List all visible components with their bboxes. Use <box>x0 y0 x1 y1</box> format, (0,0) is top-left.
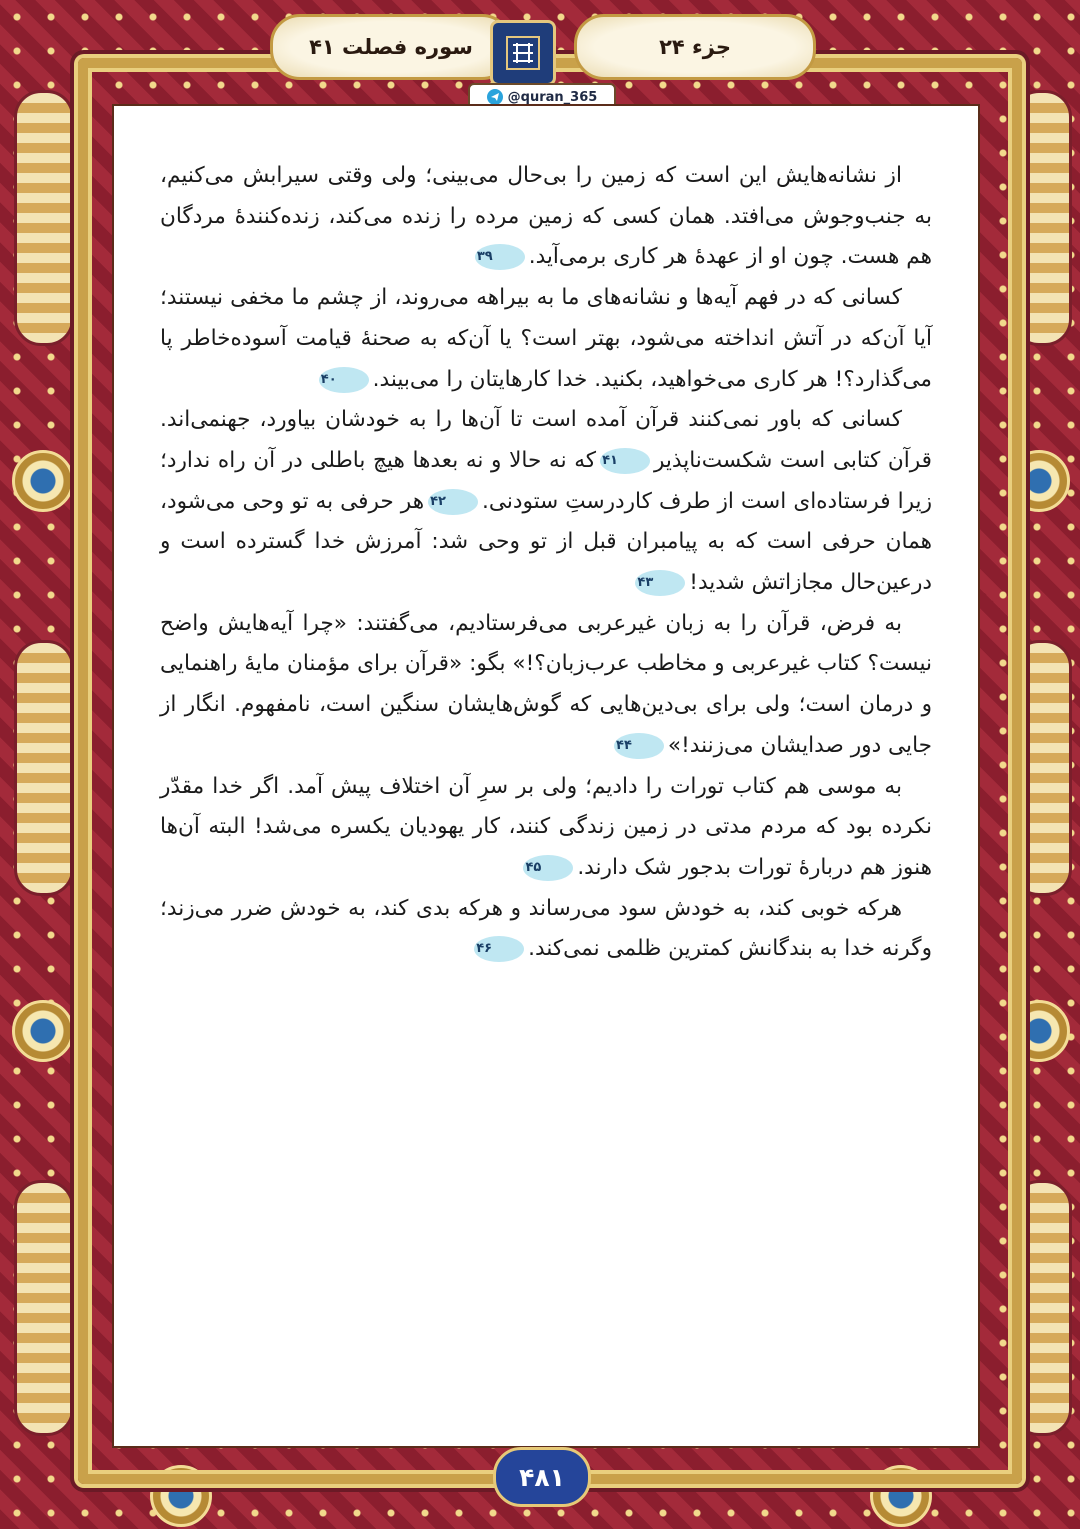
ornament-medallion <box>12 1000 74 1062</box>
surah-title: سوره فصلت ۴۱ <box>270 14 512 80</box>
verse-text: کسانی که در فهم آیه‌ها و نشانه‌های ما به بیراهه می‌روند، از چشم ما مخفی نیستند؛ آیا آن‌که در آتش انداخته می‌شود، بهتر است؟ یا آن‌که به صحنهٔ قیامت آسوده‌خاطر پا می‌گذارد؟! هر کاری می‌خواهید، بکنید. خدا کارهایتان را می‌بیند. <box>160 285 932 392</box>
verse-text: هرکه خوبی کند، به خودش سود می‌رساند و هرکه بدی کند، به خودش ضرر می‌زند؛ وگرنه خدا به بندگانش کمترین ظلمی نمی‌کند. <box>160 895 932 962</box>
verse-number-badge: ۴۵ <box>523 855 573 881</box>
quran-logo-glyph <box>503 33 543 73</box>
ornament-arch <box>14 90 74 346</box>
verse-number-badge: ۴۲ <box>428 489 478 515</box>
verse-text: هر حرفی به تو وحی می‌شود، همان حرفی است که به پیامبران قبل از تو وحی شد: آمرزش خدا گسترده است و درعین‌حال مجازاتش شدید! <box>160 488 932 596</box>
verse-number-badge: ۴۴ <box>614 733 664 759</box>
verse-paragraph <box>160 400 932 604</box>
verse-paragraph <box>160 278 932 400</box>
ornament-medallion <box>12 450 74 512</box>
ornament-arch <box>14 1180 74 1436</box>
verse-number-badge: ۴۱ <box>600 448 650 474</box>
juz-title: جزء ۲۴ <box>574 14 816 80</box>
verse-text: که نه حالا و نه بعدها هیچ باطلی در آن راه ندارد؛ زیرا فرستاده‌ای است از طرف کاردرستِ ستودنی. <box>160 447 932 514</box>
telegram-icon <box>487 89 503 105</box>
verse-paragraph <box>160 767 932 889</box>
verse-text: به موسی هم کتاب تورات را دادیم؛ ولی بر سرِ آن اختلاف پیش آمد. اگر خدا مقدّر نکرده بود که مردم مدتی در زمین زندگی کنند، کار یهودیان یکسره می‌شد! البته آن‌ها هنوز هم دربارهٔ تورات بدجور شک دارند. <box>160 773 932 880</box>
verse-number-badge: ۴۶ <box>474 936 524 962</box>
verse-number-badge: ۴۳ <box>635 570 685 596</box>
channel-handle: @quran_365 <box>507 89 598 105</box>
text-page <box>112 104 980 1448</box>
verse-number-badge: ۴۰ <box>319 367 369 393</box>
verse-block <box>160 156 932 970</box>
verse-paragraph <box>160 889 932 970</box>
verse-paragraph <box>160 604 932 767</box>
quran-logo-icon <box>490 20 556 86</box>
verse-text: به فرض، قرآن را به زبان غیرعربی می‌فرستادیم، می‌گفتند: «چرا آیه‌هایش واضح نیست؟ کتاب غیرعربی و مخاطب عرب‌زبان؟!» بگو: «قرآن برای مؤمنان مایهٔ راهنمایی و درمان است؛ ولی برای بی‌دین‌هایی که گوش‌هایشان سنگین است، نامفهوم. انگار از جایی دور صدایشان می‌زنند!» <box>160 610 932 758</box>
ornament-arch <box>14 640 74 896</box>
verse-text: کسانی که باور نمی‌کنند قرآن آمده است تا آن‌ها را به خودشان بیاورد، جهنمی‌اند. قرآن کتابی است شکست‌ناپذیر <box>160 407 932 473</box>
verse-text: از نشانه‌هایش این است که زمین را بی‌حال می‌بینی؛ ولی وقتی سیرابش می‌کنیم، به جنب‌وجوش می‌افتد. همان کسی که زمین مرده را زنده می‌کند، زنده‌کنندهٔ مردگان هم هست. چون او از عهدهٔ هر کاری برمی‌آید. <box>160 163 932 270</box>
verse-paragraph <box>160 156 932 278</box>
verse-number-badge: ۳۹ <box>475 244 525 270</box>
page-number: ۴۸۱ <box>493 1447 591 1507</box>
